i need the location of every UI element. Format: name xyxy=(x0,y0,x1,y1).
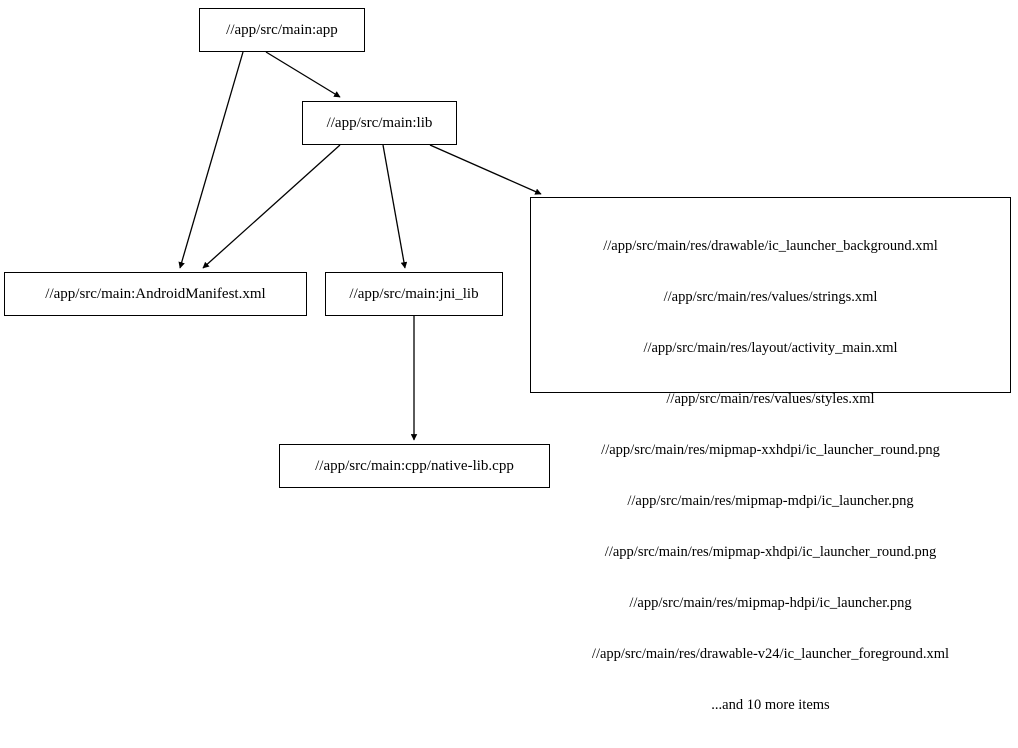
edge-app-to-androidmanifest xyxy=(180,52,243,268)
node-jni-lib[interactable] xyxy=(325,272,503,316)
node-jni-lib-label: //app/src/main:jni_lib xyxy=(349,285,479,302)
edge-lib-to-resources xyxy=(430,145,541,194)
resource-line: //app/src/main/res/mipmap-mdpi/ic_launcher.png xyxy=(627,493,914,509)
resource-line: //app/src/main/res/mipmap-xhdpi/ic_launcher_round.png xyxy=(604,544,937,560)
resource-line: //app/src/main/res/drawable/ic_launcher_background.xml xyxy=(603,238,938,254)
node-lib[interactable] xyxy=(302,101,457,145)
resource-line: //app/src/main/res/drawable-v24/ic_launcher_foreground.xml xyxy=(591,646,950,662)
edge-app-to-lib xyxy=(266,52,340,97)
edge-lib-to-androidmanifest xyxy=(203,145,340,268)
resource-line: //app/src/main/res/mipmap-xxhdpi/ic_launcher_round.png xyxy=(601,442,940,458)
node-native-lib-cpp-label: //app/src/main:cpp/native-lib.cpp xyxy=(315,457,514,474)
edge-lib-to-jni-lib xyxy=(383,145,405,268)
resource-line: //app/src/main/res/layout/activity_main.xml xyxy=(643,340,898,356)
node-androidmanifest-label: //app/src/main:AndroidManifest.xml xyxy=(45,285,266,302)
resource-more-items: ...and 10 more items xyxy=(711,697,830,713)
node-native-lib-cpp[interactable] xyxy=(279,444,550,488)
node-app-label: //app/src/main:app xyxy=(226,21,338,38)
resource-line: //app/src/main/res/values/strings.xml xyxy=(663,289,878,305)
resource-line: //app/src/main/res/mipmap-hdpi/ic_launcher.png xyxy=(629,595,912,611)
node-androidmanifest[interactable] xyxy=(4,272,307,316)
node-resources[interactable] xyxy=(530,197,1011,713)
node-lib-label: //app/src/main:lib xyxy=(326,114,433,131)
resource-line: //app/src/main/res/values/styles.xml xyxy=(666,391,875,407)
node-app[interactable] xyxy=(199,8,365,52)
